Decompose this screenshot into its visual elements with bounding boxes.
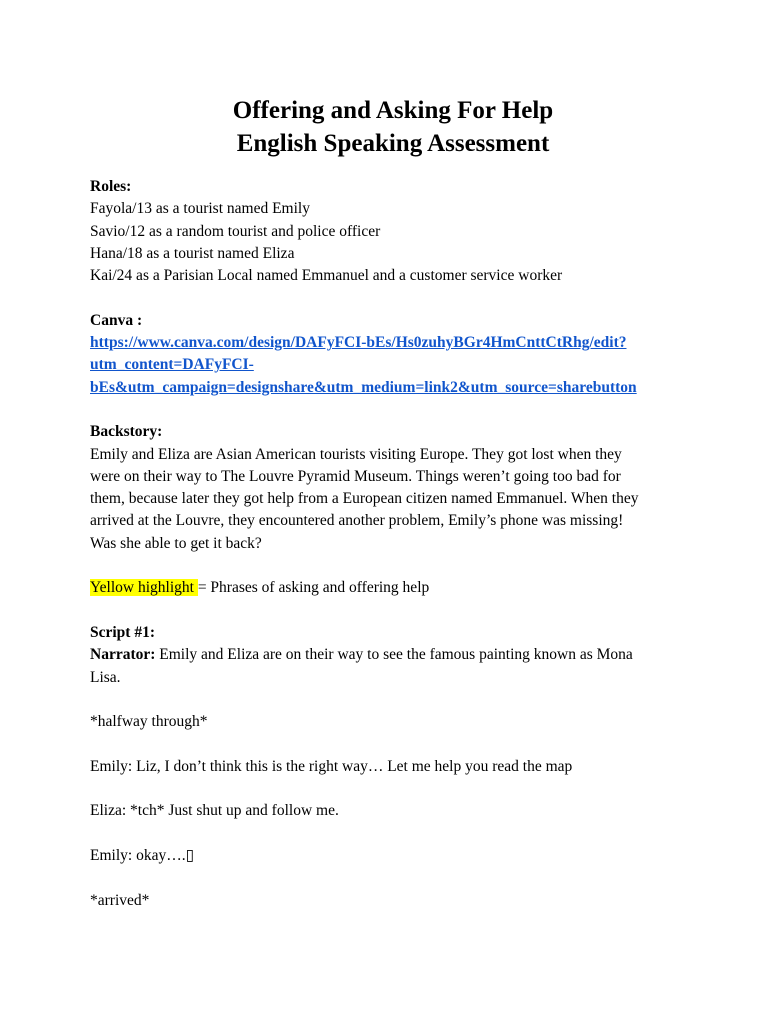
backstory-line: them, because later they got help from a European citizen named Emmanuel. When they [90,490,639,508]
role-item: Savio/12 as a random tourist and police officer [90,222,381,240]
spacer [90,555,708,577]
spacer [90,399,708,421]
highlight-legend [90,577,708,599]
backstory-line: arrived at the Louvre, they encountered another problem, Emily’s phone was missing! [90,512,624,530]
backstory-line: were on their way to The Louvre Pyramid Museum. Things weren’t going too bad for [90,467,621,485]
canva-link-line-2: utm_content=DAFyFCI- [90,356,254,374]
narrator-text: Emily and Eliza are on their way to see the famous painting known as Mona [155,646,633,664]
canva-link-line-3: bEs&utm_campaign=designshare&utm_medium=link2&utm_source=sharebutton [90,378,637,396]
narrator-line-cont: Lisa. [90,668,121,686]
spacer [90,867,708,889]
dialogue-text: Emily: okay…. [90,846,186,864]
dialogue-line-emily-2 [90,845,708,867]
canva-link-line-1: https://www.canva.com/design/DAFyFCI-bEs/Hs0zuhyBGr4HmCnttCtRhg/edit? [90,334,627,352]
spacer [90,733,708,755]
document-body [90,176,708,912]
title-line-2: English Speaking Assessment [236,130,550,157]
spacer [90,689,708,711]
role-item: Hana/18 as a tourist named Eliza [90,244,295,262]
role-item: Fayola/13 as a tourist named Emily [90,200,310,218]
script-heading: Script #1: [90,623,156,641]
spacer [90,778,708,800]
yellow-highlight-sample: Yellow highlight [90,579,198,597]
backstory-heading: Backstory: [90,423,163,441]
backstory-line: Was she able to get it back? [90,534,262,552]
dialogue-line-emily: Emily: Liz, I don’t think this is the right way… Let me help you read the map [90,757,573,775]
highlight-legend-text: = Phrases of asking and offering help [197,579,430,597]
narrator-line [90,644,708,666]
title-line-1: Offering and Asking For Help [232,97,554,124]
document-title [90,94,708,160]
stage-direction: *halfway through* [90,713,208,731]
spacer [90,287,708,309]
dialogue-line-eliza: Eliza: *tch* Just shut up and follow me. [90,802,339,820]
canva-link[interactable] [90,332,708,399]
role-item: Kai/24 as a Parisian Local named Emmanuel and a customer service worker [90,267,563,285]
spacer [90,823,708,845]
narrator-label: Narrator: [90,646,156,664]
spacer [90,600,708,622]
stage-direction: *arrived* [90,891,150,909]
roles-heading: Roles: [90,178,132,195]
canva-heading: Canva : [90,311,143,329]
missing-glyph-icon: ▯ [185,846,195,864]
backstory-line: Emily and Eliza are Asian American tourists visiting Europe. They got lost when they [90,445,622,463]
